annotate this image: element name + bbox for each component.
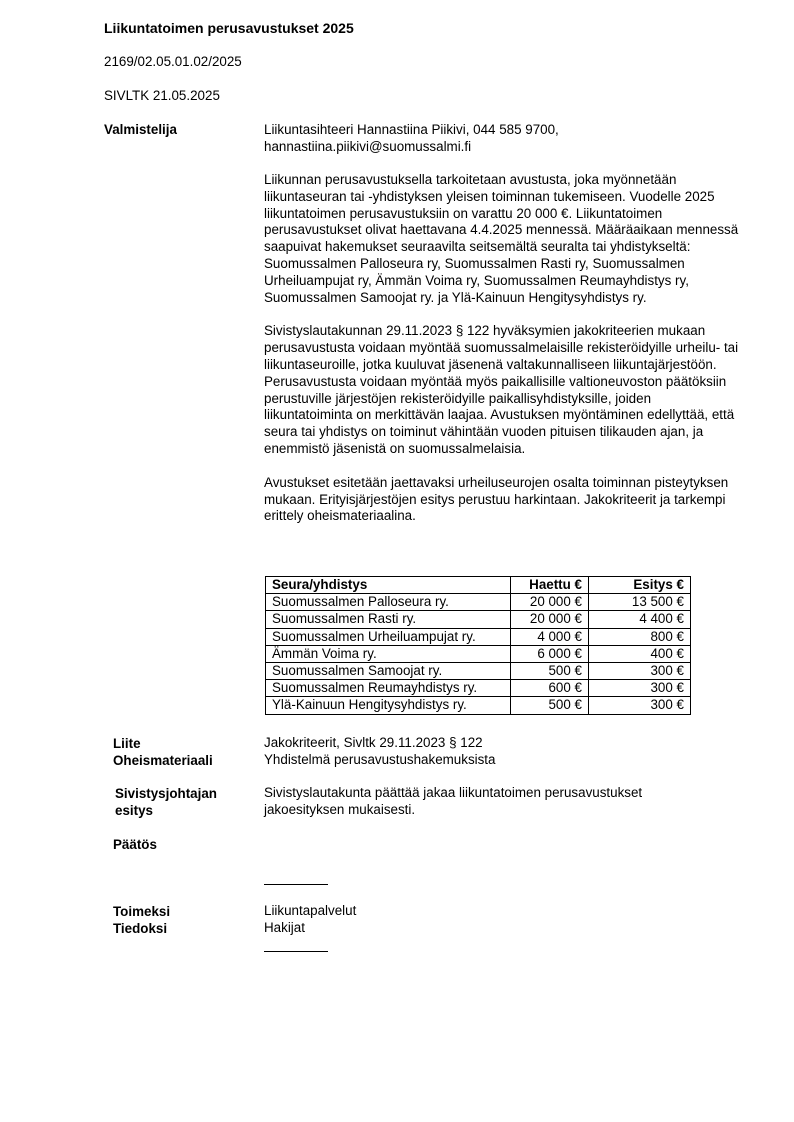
proposal-label-line2: esitys	[115, 803, 153, 818]
attachment-label: Liite	[113, 736, 141, 751]
table-row	[266, 645, 691, 662]
table-row	[266, 697, 691, 714]
preparer-name-phone: Liikuntasihteeri Hannastiina Piikivi, 044 585 9700,	[264, 122, 559, 137]
document-title: Liikuntatoimen perusavustukset 2025	[104, 20, 354, 36]
diary-number: 2169/02.05.01.02/2025	[104, 54, 242, 69]
attachment-values	[264, 735, 739, 769]
proposed-cell: 800 €	[589, 628, 691, 645]
supplementary-material-value: Yhdistelmä perusavustushakemuksista	[264, 751, 496, 767]
proposed-cell: 13 500 €	[589, 594, 691, 611]
organization-cell: Suomussalmen Rasti ry.	[266, 611, 511, 628]
table-row	[266, 628, 691, 645]
paragraph-proposal-basis: Avustukset esitetään jaettavaksi urheiluseurojen osalta toiminnan pisteytyksen mukaan. Erityisjärjestöjen esitys perustuu harkintaan. Jakokriteerit ja tarkempi erittely oheismateriaalina.	[264, 474, 729, 524]
meeting-reference: SIVLTK 21.05.2025	[104, 88, 220, 103]
organization-cell: Suomussalmen Palloseura ry.	[266, 594, 511, 611]
column-header-requested: Haettu €	[511, 577, 589, 594]
proposed-cell: 4 400 €	[589, 611, 691, 628]
proposal-labels	[115, 785, 217, 819]
preparer-contact	[264, 122, 739, 156]
table-header-row	[266, 577, 691, 594]
body-text	[264, 172, 739, 542]
proposal-text-line2: jakoesityksen mukaisesti.	[264, 801, 416, 817]
requested-cell: 20 000 €	[511, 594, 589, 611]
assigned-to-value: Liikuntapalvelut	[264, 903, 357, 918]
table-row	[266, 594, 691, 611]
proposed-cell: 400 €	[589, 645, 691, 662]
organization-cell: Ämmän Voima ry.	[266, 645, 511, 662]
paragraph-background: Liikunnan perusavustuksella tarkoitetaan avustusta, joka myönnetään liikuntaseuran tai -yhdistyksen yleisen toiminnan tukemiseen. Vuodelle 2025 liikuntatoimen perusavustuksiin on varattu 20 000 €. Liikuntatoimen perusavustukset olivat haettavana 4.4.2025 mennessä. Määräaikaan mennessä saapuivat hakemukset seuraavilta seitsemältä seuralta tai yhdistykseltä: Suomussalmen Palloseura ry, Suomussalmen Rasti ry, Suomussalmen Urheiluampujat ry, Ämmän Voima ry, Suomussalmen Reumayhdistys ry, Suomussalmen Samoojat ry. ja Ylä-Kainuun Hengitysyhdistys ry.	[264, 172, 739, 305]
organization-cell: Ylä-Kainuun Hengitysyhdistys ry.	[266, 697, 511, 714]
action-values	[264, 903, 739, 937]
paragraph-criteria: Sivistyslautakunnan 29.11.2023 § 122 hyväksymien jakokriteerien mukaan perusavustusta voidaan myöntää suomussalmelaisille rekisteröidyille urheilu- tai liikuntaseuroille, jotka kuuluvat jäsenenä valtakunnalliseen liikuntajärjestöön. Perusavustusta voidaan myöntää myös paikallisille valtioneuvoston päätöksiin perustuville järjestöjen rekisteröidyille paikallisyhdistyksille, joiden liikuntatoiminta on merkittävän laajaa. Avustuksen myöntäminen edellyttää, että seura tai yhdistys on toiminut vähintään vuoden pituisen tilikauden ajan, ja enemmistö jäsenistä on suomussalmelaisia.	[264, 323, 739, 456]
table-row	[266, 611, 691, 628]
proposed-cell: 300 €	[589, 680, 691, 697]
requested-cell: 20 000 €	[511, 611, 589, 628]
action-labels	[113, 903, 170, 937]
organization-cell: Suomussalmen Samoojat ry.	[266, 662, 511, 679]
separator-line	[264, 951, 328, 952]
decision-label: Päätös	[113, 837, 157, 852]
proposed-cell: 300 €	[589, 662, 691, 679]
column-header-proposed: Esitys €	[589, 577, 691, 594]
proposal-label-line1: Sivistysjohtajan	[115, 786, 217, 801]
requested-cell: 600 €	[511, 680, 589, 697]
requested-cell: 6 000 €	[511, 645, 589, 662]
preparer-email: hannastiina.piikivi@suomussalmi.fi	[264, 138, 472, 154]
table-row	[266, 680, 691, 697]
organization-cell: Suomussalmen Reumayhdistys ry.	[266, 680, 511, 697]
requested-cell: 500 €	[511, 662, 589, 679]
proposal-text	[264, 785, 739, 819]
preparer-label: Valmistelija	[104, 122, 177, 137]
supplementary-material-label: Oheismateriaali	[113, 753, 213, 768]
attachment-value: Jakokriteerit, Sivltk 29.11.2023 § 122	[264, 735, 483, 750]
organization-cell: Suomussalmen Urheiluampujat ry.	[266, 628, 511, 645]
grant-allocation-table	[265, 576, 691, 715]
proposed-cell: 300 €	[589, 697, 691, 714]
attachment-labels	[113, 735, 213, 769]
requested-cell: 4 000 €	[511, 628, 589, 645]
table-row	[266, 662, 691, 679]
for-information-label: Tiedoksi	[113, 921, 168, 936]
assigned-to-label: Toimeksi	[113, 904, 171, 919]
column-header-organization: Seura/yhdistys	[266, 577, 511, 594]
for-information-value: Hakijat	[264, 919, 305, 935]
proposal-text-line1: Sivistyslautakunta päättää jakaa liikuntatoimen perusavustukset	[264, 785, 643, 800]
requested-cell: 500 €	[511, 697, 589, 714]
separator-line	[264, 884, 328, 885]
